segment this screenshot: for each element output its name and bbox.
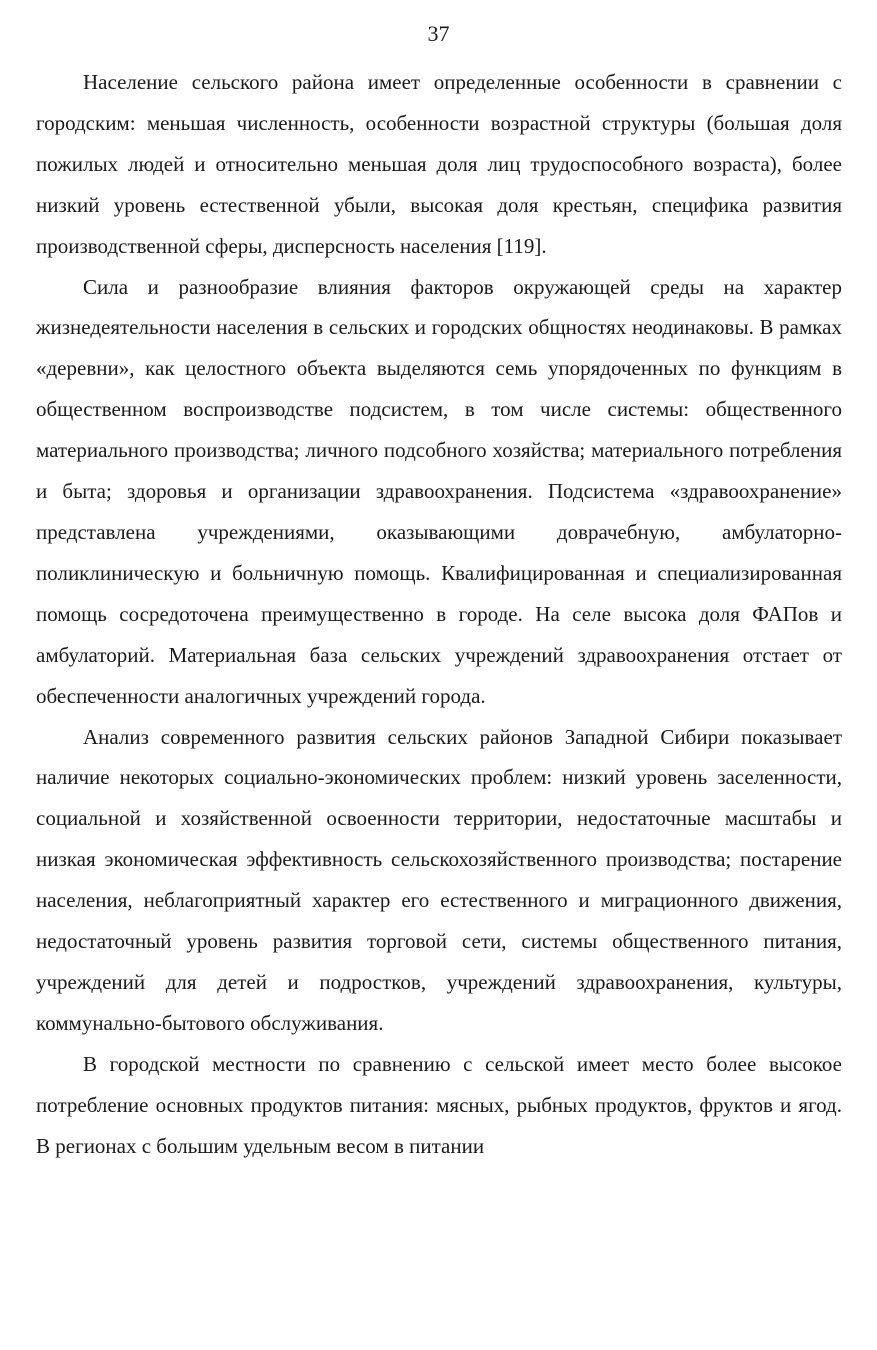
paragraph-west-siberia-analysis: Анализ современного развития сельских районов Западной Сибири показывает наличие некоторых социально-экономических проблем: низкий уровень заселенности, социальной и хозяйственной освоенности территории, недостаточные масштабы и низкая экономическая эффективность сельскохозяйственного производства; постарение населения, неблагоприятный характер его естественного и миграционного движения, недостаточный уровень развития торговой сети, системы общественного питания, учреждений для детей и подростков, учреждений здравоохранения, культуры, коммунально-бытового обслуживания. [36,724,842,1035]
body-text [36,62,842,1166]
page-number: 37 [427,21,450,46]
paragraph-urban-nutrition: В городской местности по сравнению с сельской имеет место более высокое потребление основных продуктов питания: мясных, рыбных продуктов, фруктов и ягод. В регионах с большим удельным весом в питании [36,1051,842,1158]
paragraph-rural-population: Население сельского района имеет определенные особенности в сравнении с городским: меньшая численность, особенности возрастной структуры (большая доля пожилых людей и относительно меньшая доля лиц трудоспособного возраста), более низкий уровень естественной убыли, высокая доля крестьян, специфика развития производственной сферы, дисперсность населения [119]. [36,70,842,258]
paragraph-environment-factors: Сила и разнообразие влияния факторов окружающей среды на характер жизнедеятельности населения в сельских и городских общностях неодинаковы. В рамках «деревни», как целостного объекта выделяются семь упорядоченных по функциям в общественном воспроизводстве подсистем, в том числе системы: общественного материального производства; личного подсобного хозяйства; материального потребления и быта; здоровья и организации здравоохранения. Подсистема «здравоохранение» представлена учреждениями, оказывающими доврачебную, амбулаторно-поликлиническую и больничную помощь. Квалифицированная и специализированная помощь сосредоточена преимущественно в городе. На селе высока доля ФАПов и амбулаторий. Материальная база сельских учреждений здравоохранения отстает от обеспеченности аналогичных учреждений города. [36,274,842,708]
